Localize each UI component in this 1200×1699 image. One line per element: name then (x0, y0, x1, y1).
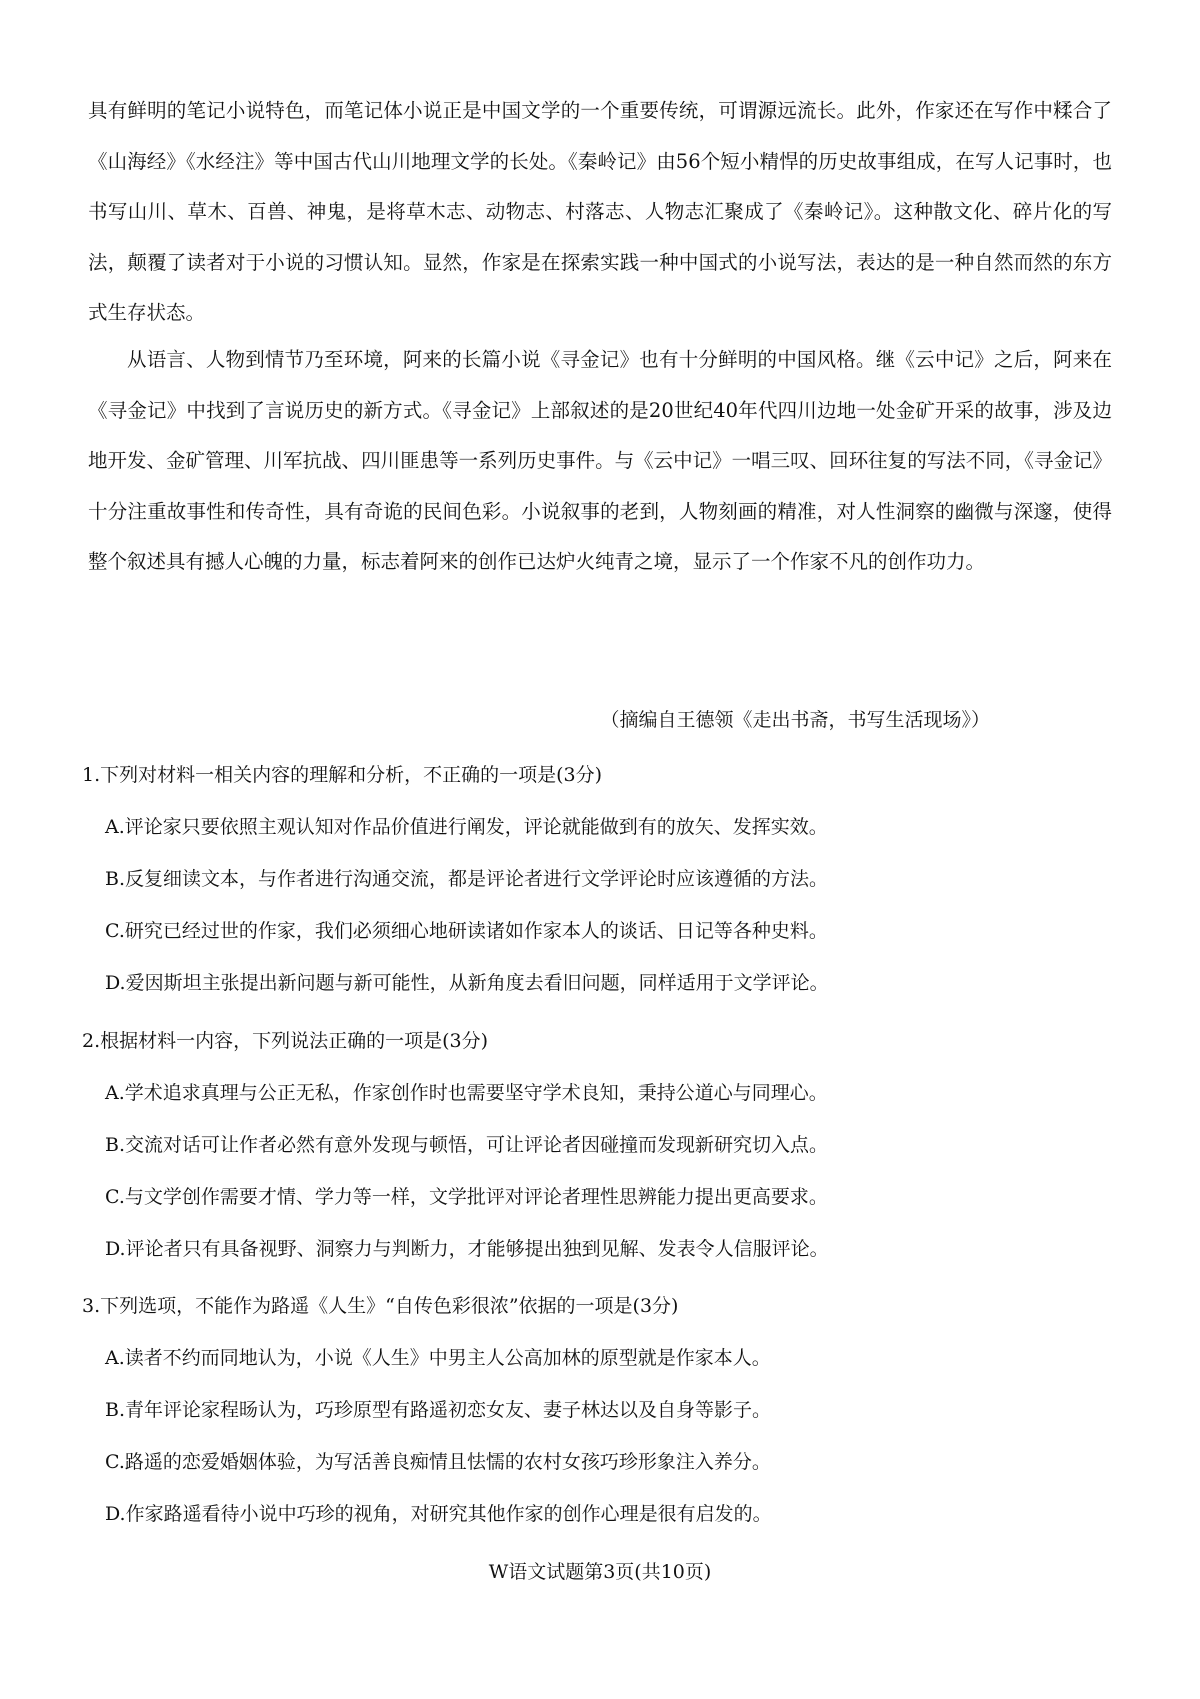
passage-paragraph-1: 具有鲜明的笔记小说特色，而笔记体小说正是中国文学的一个重要传统，可谓源远流长。此外，作家还在写作中糅合了《山海经》《水经注》等中国古代山川地理文学的长处。《秦岭记》由56个短小精悍的历史故事组成，在写人记事时，也书写山川、草木、百兽、神鬼，是将草木志、动物志、村落志、人物志汇聚成了《秦岭记》。这种散文化、碎片化的写法，颠覆了读者对于小说的习惯认知。显然，作家是在探索实践一种中国式的小说写法，表达的是一种自然而然的东方式生存状态。 (88, 99, 1112, 324)
option-c: C.研究已经过世的作家，我们必须细心地研读诸如作家本人的谈话、日记等各种史料。 (105, 920, 828, 942)
option-b: B.交流对话可让作者必然有意外发现与顿悟，可让评论者因碰撞而发现新研究切入点。 (105, 1134, 829, 1156)
option-a: A.学术追求真理与公正无私，作家创作时也需要坚守学术良知，秉持公道心与同理心。 (105, 1082, 828, 1104)
page-footer: W语文试题第3页(共10页) (488, 1561, 712, 1583)
option-b: B.青年评论家程旸认为，巧珍原型有路遥初恋女友、妻子林达以及自身等影子。 (105, 1399, 772, 1421)
option-d: D.作家路遥看待小说中巧珍的视角，对研究其他作家的创作心理是很有启发的。 (105, 1503, 772, 1525)
question-stem: 1.下列对材料一相关内容的理解和分析，不正确的一项是(3分) (82, 764, 603, 786)
option-d: D.爱因斯坦主张提出新问题与新可能性，从新角度去看旧问题，同样适用于文学评论。 (105, 972, 829, 994)
question-3 (82, 1286, 1122, 1534)
option-a: A.评论家只要依照主观认知对作品价值进行阐发，评论就能做到有的放矢、发挥实效。 (105, 816, 828, 838)
option-c: C.路遥的恋爱婚姻体验，为写活善良痴情且怯懦的农村女孩巧珍形象注入养分。 (105, 1451, 771, 1473)
option-d: D.评论者只有具备视野、洞察力与判断力，才能够提出独到见解、发表令人信服评论。 (105, 1238, 829, 1260)
question-stem: 2.根据材料一内容，下列说法正确的一项是(3分) (82, 1030, 489, 1052)
option-c: C.与文学创作需要才情、学力等一样，文学批评对评论者理性思辨能力提出更高要求。 (105, 1186, 828, 1208)
option-b: B.反复细读文本，与作者进行沟通交流，都是评论者进行文学评论时应该遵循的方法。 (105, 868, 829, 890)
question-1 (82, 755, 1122, 1003)
option-a: A.读者不约而同地认为，小说《人生》中男主人公高加林的原型就是作家本人。 (105, 1347, 771, 1369)
passage-paragraph-2: 从语言、人物到情节乃至环境，阿来的长篇小说《寻金记》也有十分鲜明的中国风格。继《云中记》之后，阿来在《寻金记》中找到了言说历史的新方式。《寻金记》上部叙述的是20世纪40年代四川边地一处金矿开采的故事，涉及边地开发、金矿管理、川军抗战、四川匪患等一系列历史事件。与《云中记》一唱三叹、回环往复的写法不同，《寻金记》十分注重故事性和传奇性，具有奇诡的民间色彩。小说叙事的老到，人物刻画的精准，对人性洞察的幽微与深邃，使得整个叙述具有撼人心魄的力量，标志着阿来的创作已达炉火纯青之境，显示了一个作家不凡的创作功力。 (88, 348, 1112, 573)
passage-source: （摘编自王德领《走出书斋，书写生活现场》） (600, 709, 990, 731)
question-2 (82, 1021, 1122, 1269)
question-stem: 3.下列选项，不能作为路遥《人生》“自传色彩很浓”依据的一项是(3分) (82, 1295, 679, 1317)
